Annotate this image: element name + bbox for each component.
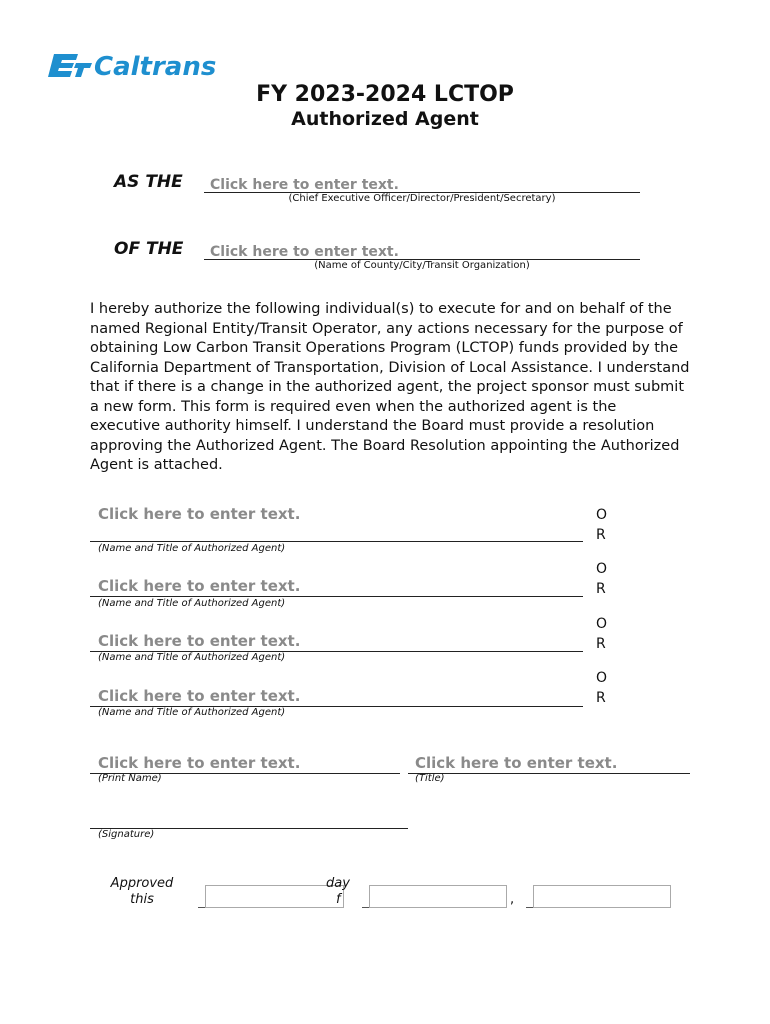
page-subtitle: Authorized Agent: [291, 108, 479, 130]
caltrans-logo-icon: [48, 48, 228, 82]
or-letter: O: [596, 670, 608, 686]
year-input[interactable]: [533, 885, 671, 908]
day-label: [326, 876, 350, 908]
agent-value-4: Click here to enter text.: [98, 687, 301, 705]
print-name-caption: (Print Name): [98, 773, 162, 784]
agent-caption-1: (Name and Title of Authorized Agent): [98, 543, 286, 554]
day-text: day: [326, 876, 350, 891]
or-letter: R: [596, 636, 606, 652]
agent-field-1[interactable]: [90, 503, 583, 542]
or-label-1: [596, 505, 616, 545]
authorization-paragraph: I hereby authorize the following individual(s) to execute for and on behalf of the named Regional Entity/Transit Operator, any actions necessary for the purpose of obtaining Low Carbon Transit Operations Program (LCTOP) funds provided by the California Department of Transportation, Division of Local Assistance. I understand that if there is a change in the authorized agent, the project sponsor must submit a new form. This form is required even when the authorized agent is the executive authority himself. I understand the Board must provide a resolution approving the Authorized Agent. The Board Resolution appointing the Authorized Agent is attached.: [90, 301, 690, 473]
agent-caption-4: (Name and Title of Authorized Agent): [98, 707, 286, 718]
agent-value-3: Click here to enter text.: [98, 632, 301, 650]
page-title: FY 2023-2024 LCTOP: [256, 82, 514, 107]
title-field[interactable]: [408, 753, 690, 774]
month-input[interactable]: [369, 885, 507, 908]
svg-text:Caltrans: Caltrans: [94, 52, 217, 82]
of-the-caption: (Name of County/City/Transit Organization): [314, 260, 530, 271]
agent-field-3[interactable]: [90, 631, 583, 652]
agent-caption-2: (Name and Title of Authorized Agent): [98, 598, 286, 609]
agent-caption-3: (Name and Title of Authorized Agent): [98, 652, 286, 663]
as-the-field[interactable]: [204, 174, 640, 193]
day-input[interactable]: [205, 885, 344, 908]
agent-value-2: Click here to enter text.: [98, 577, 301, 595]
as-the-caption: (Chief Executive Officer/Director/President/Secretary): [288, 193, 556, 204]
or-letter: R: [596, 690, 606, 706]
or-letter: O: [596, 561, 608, 577]
approved-label: [108, 876, 176, 908]
or-letter: O: [596, 507, 608, 523]
print-name-value: Click here to enter text.: [98, 754, 301, 772]
of-the-field[interactable]: [204, 241, 640, 260]
or-letter: O: [596, 616, 608, 632]
approved-text: Approved: [110, 876, 174, 891]
approved-this-text: this: [130, 892, 154, 907]
or-label-2: [596, 559, 616, 599]
or-label-3: [596, 614, 616, 654]
of-text: f: [336, 892, 341, 907]
signature-caption: (Signature): [98, 829, 155, 840]
agent-value-1: Click here to enter text.: [98, 505, 301, 523]
agent-field-4[interactable]: [90, 686, 583, 707]
caltrans-logo: [48, 48, 228, 82]
comma-separator: ,: [510, 892, 515, 907]
title-caption: (Title): [415, 773, 445, 784]
or-letter: R: [596, 581, 606, 597]
agent-field-2[interactable]: [90, 576, 583, 597]
of-the-value: Click here to enter text.: [210, 244, 399, 260]
print-name-field[interactable]: [90, 753, 400, 774]
as-the-label: AS THE: [114, 172, 183, 192]
as-the-value: Click here to enter text.: [210, 177, 399, 193]
title-value: Click here to enter text.: [415, 754, 618, 772]
or-letter: R: [596, 527, 606, 543]
or-label-4: [596, 668, 616, 708]
signature-line[interactable]: [90, 810, 408, 829]
of-the-label: OF THE: [114, 239, 184, 259]
